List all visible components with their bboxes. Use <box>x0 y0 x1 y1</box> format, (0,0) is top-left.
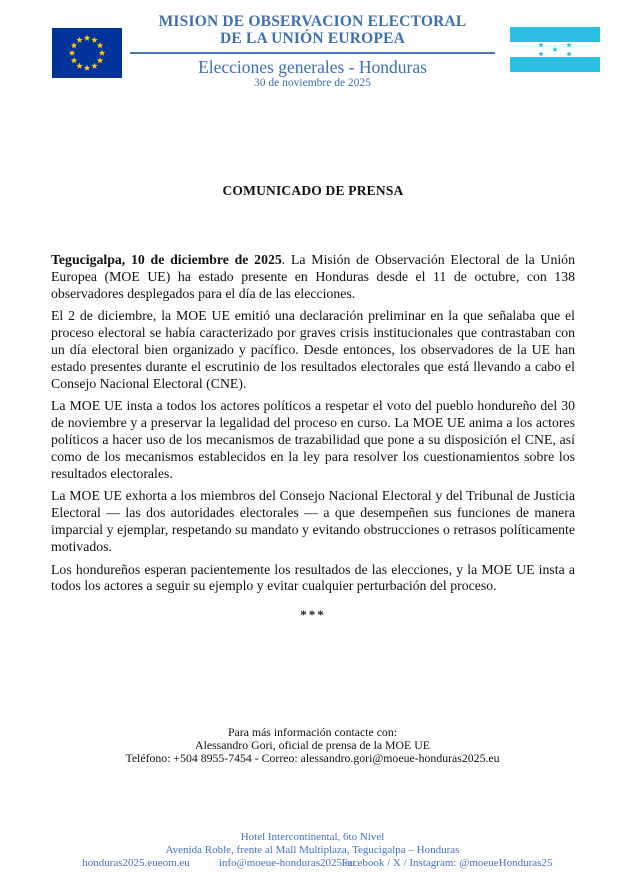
paragraph-5: Los hondureños esperan pacientemente los resultados de las elecciones, y la MOE UE insta a todos los actores a seguir su ejemplo y evitar cualquier perturbación del proceso. <box>51 561 575 594</box>
header-divider <box>130 52 495 54</box>
footer-social-link[interactable]: Facebook / X / Instagram: @moeueHonduras25 <box>341 857 553 870</box>
paragraph-dateline <box>51 252 575 302</box>
org-name-line2: DE LA UNIÓN EUROPEA <box>219 29 406 47</box>
paragraph-2: El 2 de diciembre, la MOE UE emitió una declaración preliminar en la que señalaba que el proceso electoral se había caracterizado por graves crisis institucionales que contrastaban con un día electoral bien organizado y pacífico. Desde entonces, los observadores de la UE han estado presentes durante el escrutinio de los resultados electorales que está llevando a cabo el Consejo Nacional Electoral (CNE). <box>51 308 575 391</box>
contact-phone-email: Teléfono: +504 8955-7454 - Correo: alessandro.gori@moeue-honduras2025.eu <box>125 751 500 766</box>
letterhead-center <box>130 14 495 89</box>
footer-venue: Hotel Intercontinental, 6to Nivel <box>240 831 385 843</box>
asterisk-separator: *** <box>300 607 326 623</box>
footer-email-link[interactable]: info@moeue-honduras2025.eu <box>218 857 356 870</box>
footer-website-link[interactable]: honduras2025.eueom.eu <box>82 857 190 870</box>
page-footer <box>0 831 625 870</box>
eu-flag-icon <box>52 28 122 78</box>
paragraph-4: La MOE UE exhorta a los miembros del Consejo Nacional Electoral y del Tribunal de Justicia Electoral — las dos autoridades electorales — a que desempeñen sus funciones de manera imparcial y ejemplar, respetando su mandato y evitando obstrucciones o retrasos políticamente motivados. <box>51 488 575 554</box>
letterhead <box>0 0 625 100</box>
dateline-bold: Tegucigalpa, 10 de diciembre de 2025 <box>51 252 282 267</box>
paragraph-3: La MOE UE insta a todos los actores políticos a respetar el voto del pueblo hondureño del 30 de noviembre y a preservar la legalidad del proceso en curso. La MOE UE anima a los actores políticos a hacer uso de los mecanismos de trazabilidad que pone a su disposición el CNE, así como de los mecanismos establecidos en la ley para resolver los cuestionamientos sobre los resultados electorales. <box>51 398 575 481</box>
footer-address: Avenida Roble, frente al Mall Multiplaza, Tegucigalpa – Honduras <box>165 843 460 856</box>
document-body <box>51 183 575 623</box>
contact-block <box>0 726 625 766</box>
org-name-line1: MISION DE OBSERVACION ELECTORAL <box>158 13 467 30</box>
paragraph-1-text: . La Misión de Observación Electoral de la Unión Europea (MOE UE) ha estado presente en Honduras desde el 11 de octubre, con 138 observadores desplegados para el día de las elecciones. <box>51 252 575 301</box>
mission-subtitle: Elecciones generales - Honduras <box>198 57 427 77</box>
honduras-flag-icon <box>510 27 600 72</box>
footer-links-row <box>0 857 625 870</box>
document-title: COMUNICADO DE PRENSA <box>222 183 404 198</box>
election-date: 30 de noviembre de 2025 <box>254 77 371 89</box>
contact-intro: Para más información contacte con: <box>227 725 398 739</box>
contact-person: Alessandro Gori, oficial de prensa de la MOE UE <box>195 738 430 753</box>
